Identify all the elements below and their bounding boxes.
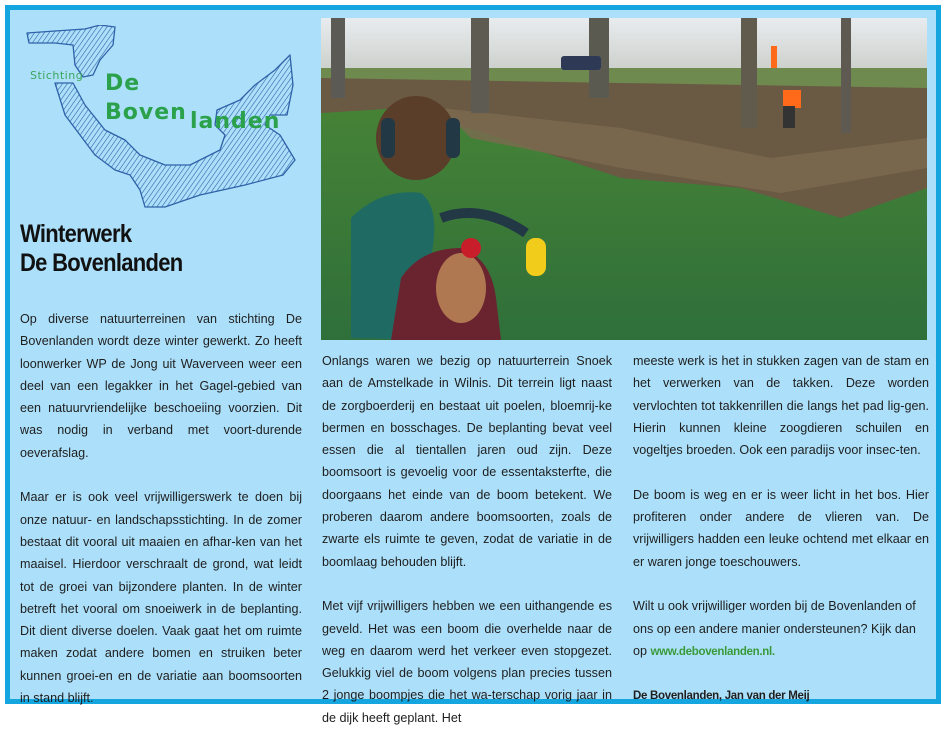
logo bbox=[25, 25, 300, 215]
photo-image bbox=[321, 18, 927, 340]
logo-de: De bbox=[105, 71, 141, 96]
paragraph: meeste werk is het in stukken zagen van de stam en het verwerken van de takken. Deze worden vervlochten tot takkenrillen die langs het pad lig-gen. Hierin kunnen kleine zoogdieren schuilen en vogeltjes broeden. Ook een paradijs voor insec-ten. bbox=[633, 354, 929, 458]
logo-landen: landen bbox=[190, 109, 281, 134]
title-line-1: Winterwerk bbox=[20, 220, 132, 248]
column-1 bbox=[20, 308, 302, 732]
column-2 bbox=[322, 350, 612, 751]
website-link[interactable]: www.debovenlanden.nl. bbox=[650, 645, 775, 658]
call-to-action bbox=[633, 595, 929, 663]
paragraph: Met vijf vrijwilligers hebben we een uithangende es geveld. Het was een boom die overhelde naar de weg en daarom werd het verkeer even stopgezet. Gelukkig viel de boom volgens plan precies tussen 2 jonge boompjes die het wa-terschap vorig jaar in de dijk heeft geplant. Het bbox=[322, 599, 612, 725]
cta-text: Wilt u ook vrijwilliger worden bij de Bovenlanden of ons op een andere manier ondersteunen? Kijk dan op bbox=[633, 599, 916, 658]
article-photo bbox=[321, 18, 927, 340]
paragraph: Onlangs waren we bezig op natuurterrein Snoek aan de Amstelkade in Wilnis. Dit terrein ligt naast de zorgboerderij en bestaat uit poelen, bloemrij-ke bermen en bosschages. De beplanting bevat veel essen die al tientallen jaren oud zijn. Deze boomsoort is gevoelig voor de essentaksterfte, die doorgaans het einde van de boom betekent. We proberen daarom andere boomsoorten, zoals de zwarte els ruimte te geven, zodat de variatie in de boomlaag behouden blijft. bbox=[322, 354, 612, 569]
logo-stichting: Stichting bbox=[30, 69, 84, 82]
title-line-2: De Bovenlanden bbox=[20, 249, 183, 277]
paragraph: De boom is weg en er is weer licht in het bos. Hier profiteren onder andere de vlieren van. De vrijwilligers hadden een leuke ochtend met elkaar en er waren jonge toeschouwers. bbox=[633, 487, 929, 569]
column-3 bbox=[633, 350, 929, 730]
article-title bbox=[20, 220, 183, 278]
signature: De Bovenlanden, Jan van der Meij bbox=[633, 690, 810, 703]
paragraph: Maar er is ook veel vrijwilligerswerk te doen bij onze natuur- en landschapsstichting. In de zomer bestaat dit vooral uit maaien en afhar-ken van het maaisel. Hierdoor verschraalt de grond, wat leidt tot de groei van bijzondere planten. In de winter betreft het vooral om snoeiwerk in de beplanting. Dit dient diverse doelen. Vaak gaat het om ruimte maken zodat andere bomen en struiken beter kunnen groei-en en de variatie aan boomsoorten in stand blijft. bbox=[20, 490, 302, 706]
paragraph: Op diverse natuurterreinen van stichting De Bovenlanden wordt deze winter gewerkt. Zo heeft loonwerker WP de Jong uit Waverveen weer een deel van een legakker in het Gagel-gebied van een natuurvriendelijke beschoeiing voorzien. Dit was nodig in verband met voort-durende oeverafslag. bbox=[20, 312, 302, 460]
logo-boven: Boven bbox=[105, 100, 187, 125]
